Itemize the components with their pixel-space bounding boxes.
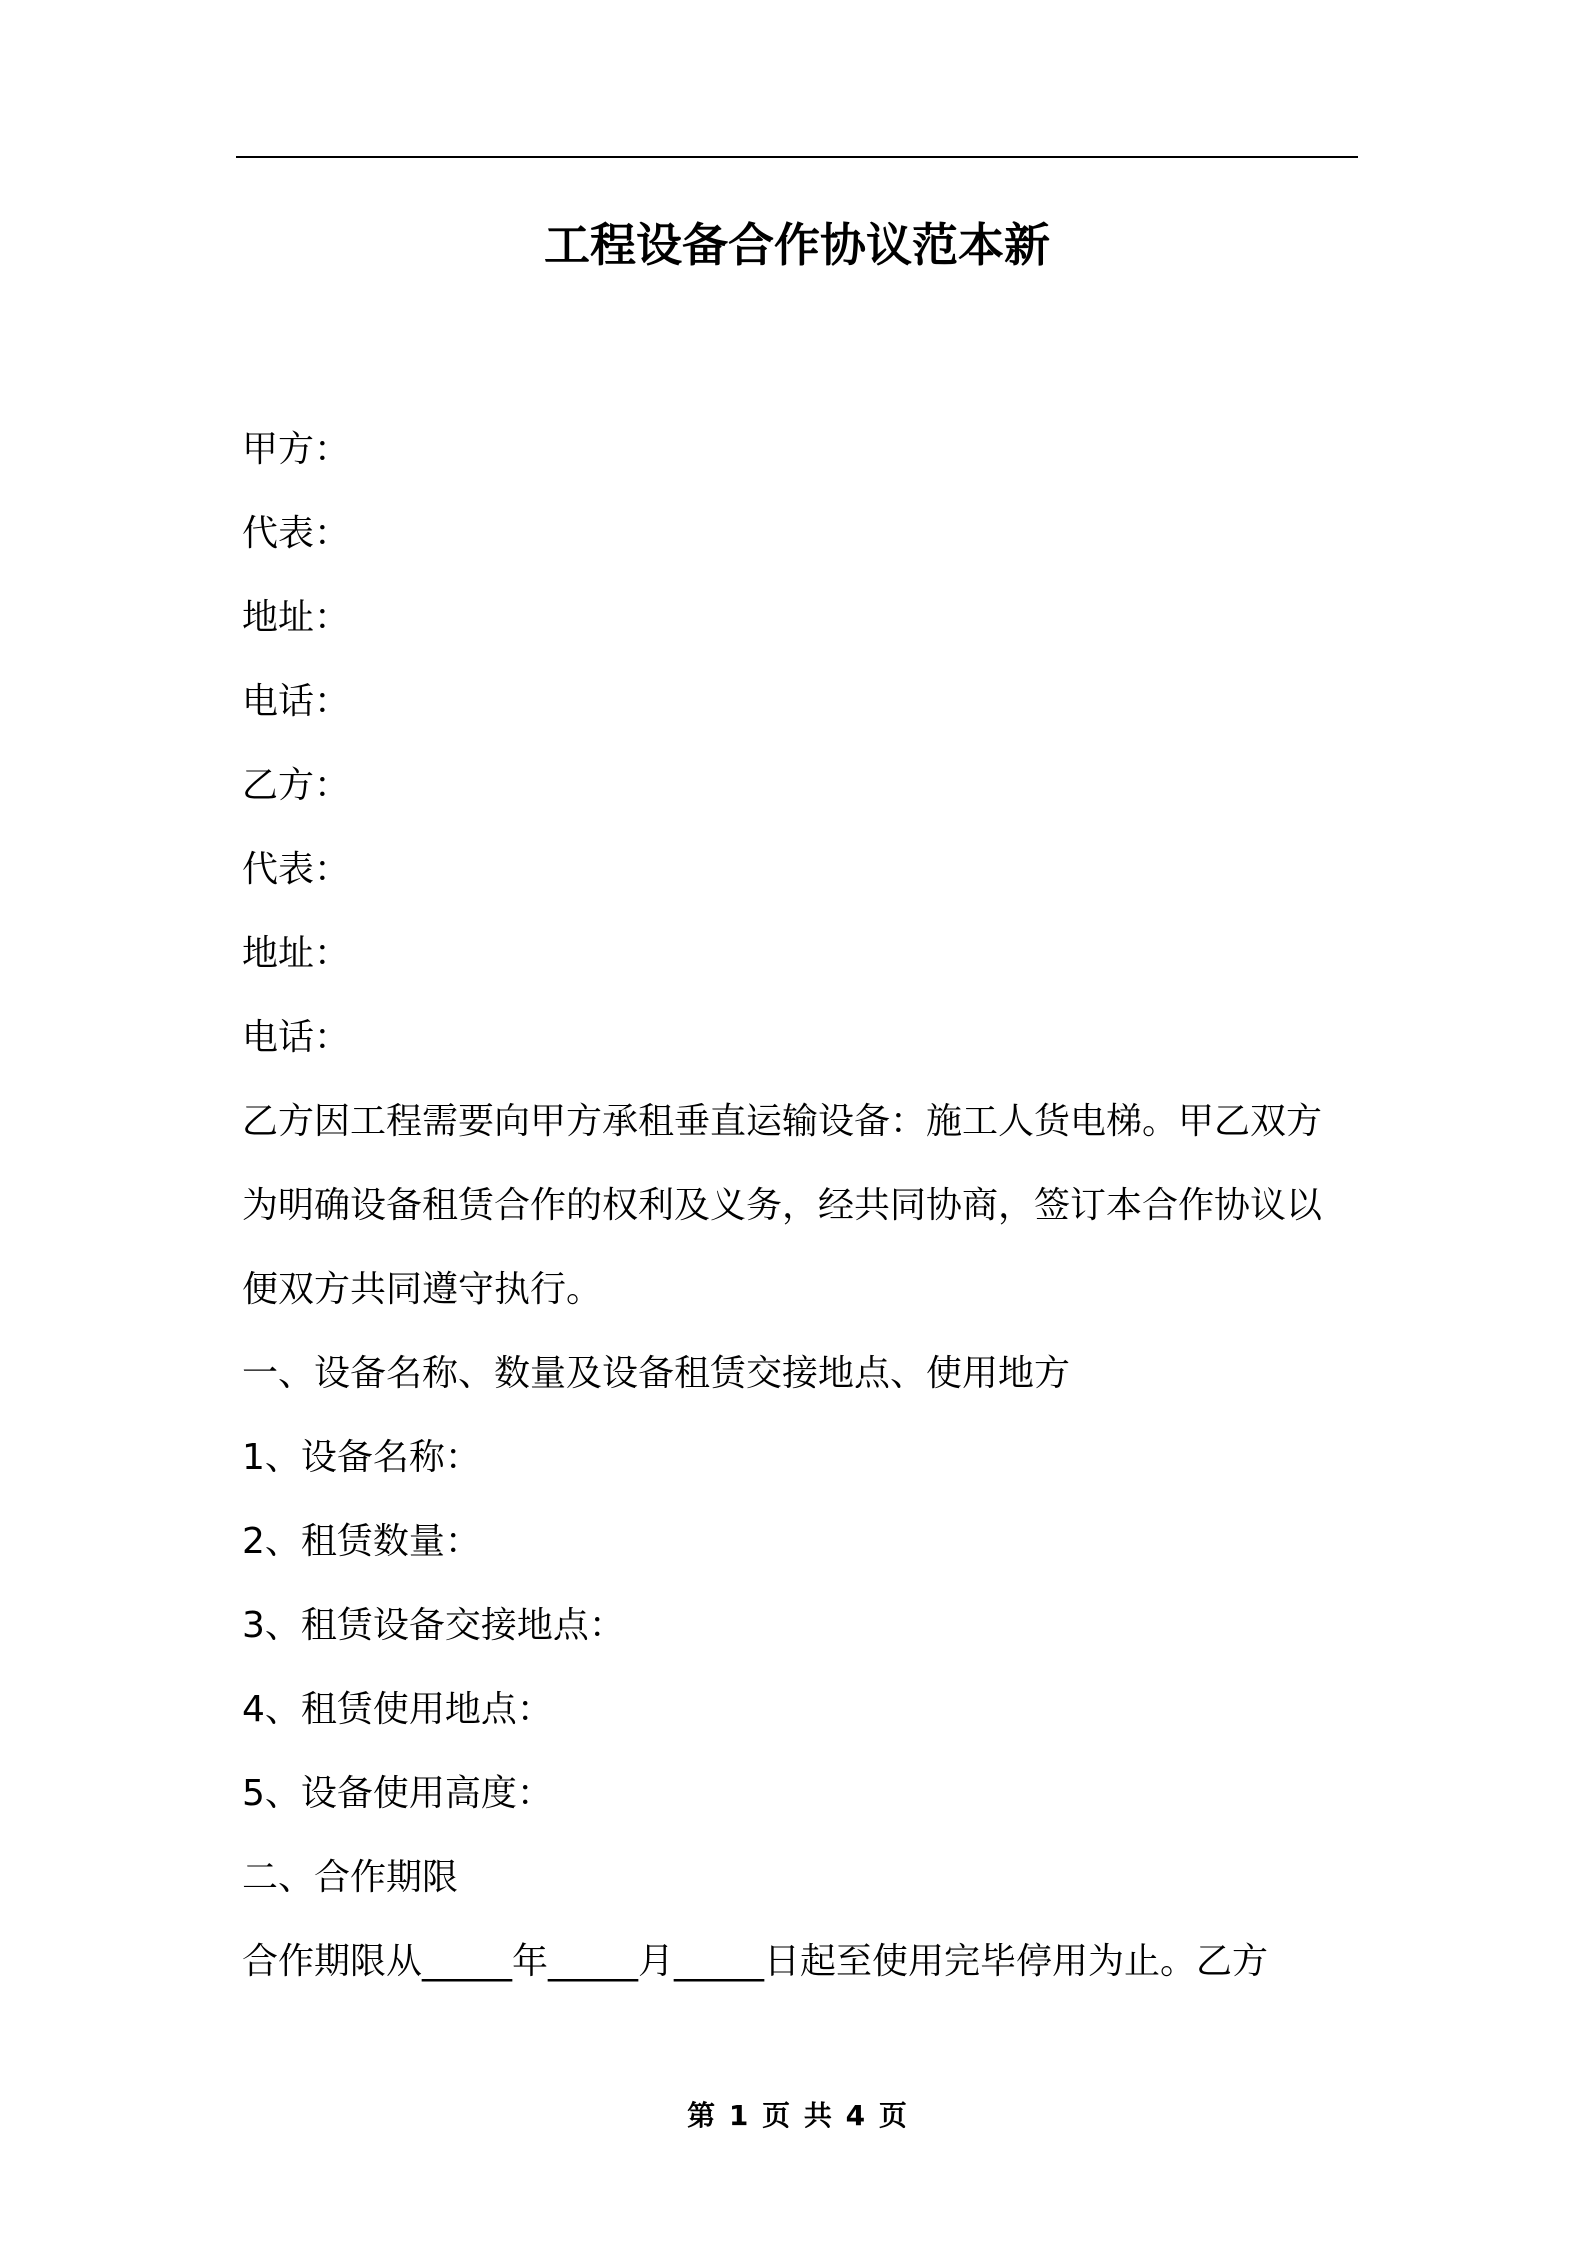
intro-paragraph-line: 为明确设备租赁合作的权利及义务，经共同协商，签订本合作协议以 bbox=[242, 1185, 1323, 1226]
party-a-label: 甲方： bbox=[242, 429, 351, 470]
section-1-item: 1、设备名称： bbox=[242, 1437, 481, 1478]
party-a-address: 地址： bbox=[242, 597, 351, 638]
party-b-representative: 代表： bbox=[242, 849, 351, 890]
document-body bbox=[242, 408, 1360, 2004]
section-1-item: 4、租赁使用地点： bbox=[242, 1689, 553, 1730]
intro-paragraph-line: 便双方共同遵守执行。 bbox=[242, 1269, 603, 1310]
section-1-heading: 一、设备名称、数量及设备租赁交接地点、使用地方 bbox=[242, 1353, 1071, 1394]
header-rule bbox=[236, 156, 1358, 158]
section-1-item: 2、租赁数量： bbox=[242, 1521, 481, 1562]
section-2-heading: 二、合作期限 bbox=[242, 1857, 459, 1898]
party-a-phone: 电话： bbox=[242, 681, 351, 722]
section-1-item: 5、设备使用高度： bbox=[242, 1773, 553, 1814]
document-title: 工程设备合作协议范本新 bbox=[544, 218, 1050, 272]
intro-paragraph-line: 乙方因工程需要向甲方承租垂直运输设备：施工人货电梯。甲乙双方 bbox=[242, 1101, 1323, 1142]
party-b-label: 乙方： bbox=[242, 765, 351, 806]
page-indicator: 第 1 页 共 4 页 bbox=[687, 2099, 907, 2132]
party-b-phone: 电话： bbox=[242, 1017, 351, 1058]
party-b-address: 地址： bbox=[242, 933, 351, 974]
party-a-representative: 代表： bbox=[242, 513, 351, 554]
section-1-item: 3、租赁设备交接地点： bbox=[242, 1605, 625, 1646]
section-2-text: 合作期限从_____年_____月_____日起至使用完毕停用为止。乙方 bbox=[242, 1941, 1269, 1982]
